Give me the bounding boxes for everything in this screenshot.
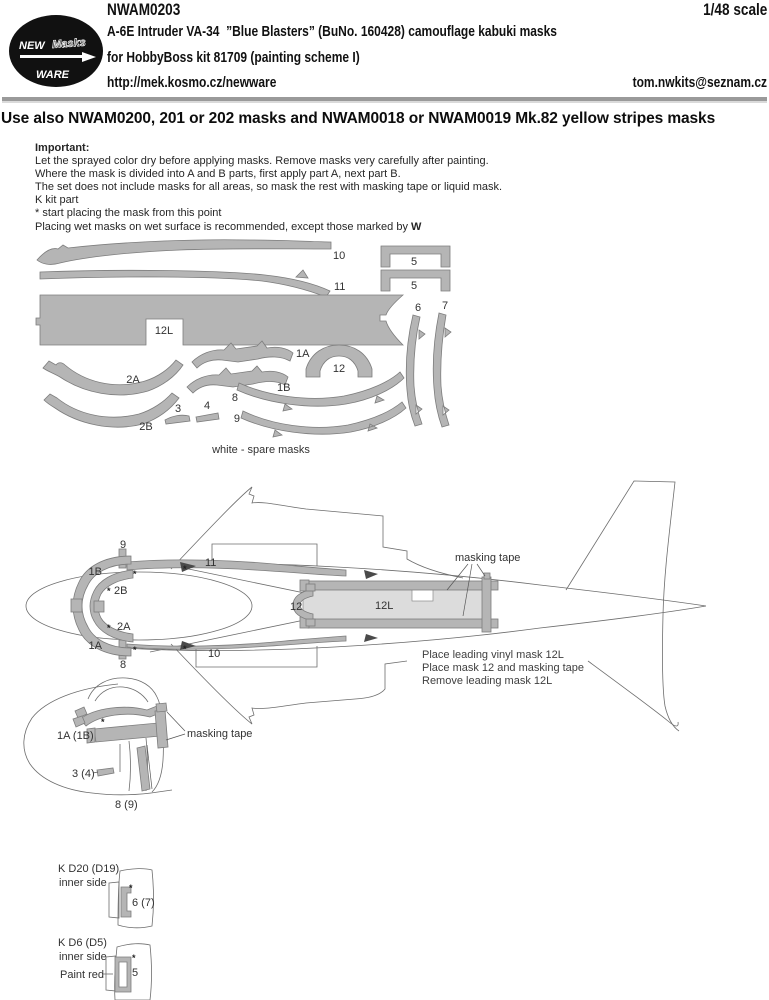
label-part-5b: 5 [410,280,418,292]
label-part-2B: 2B [139,421,153,433]
note-line: The set does not include masks for all areas, so mask the rest with masking tape or liquid mask. [35,181,503,194]
tape-strip-bottom [308,619,498,628]
step-3: Remove leading mask 12L [422,675,553,687]
note-line: * start placing the mask from this point [35,207,222,220]
label-part-8: 8 [119,659,127,671]
intake-lip-outline [109,882,119,918]
mask-part-10 [37,240,331,265]
applied-mask-3-4 [97,768,114,776]
radome-outline [26,572,252,640]
detail-view-2 [58,937,152,1000]
logo-word-masks: Masks [51,36,87,51]
start-mark: * [129,883,133,893]
start-mark: * [101,717,105,727]
tape-bar-vertical [155,710,168,748]
mask-part-6 [406,315,425,426]
label-part-6-7: 6 (7) [132,897,155,909]
applied-mask-1A-1B-side [80,706,160,726]
cockpit-line [129,741,131,791]
label-part-12L: 12L [154,325,174,337]
label-part-5a: 5 [410,256,418,268]
mask-tab [94,601,104,612]
application-steps [422,649,584,687]
mask-parts [36,240,451,437]
spare-masks-caption: white - spare masks [212,444,310,456]
tape-strip-top [308,581,498,590]
mask-part-7 [433,313,451,427]
label-part-11: 11 [205,557,217,569]
tape-tab [156,703,167,712]
important-notes [35,142,502,234]
scale-label: 1/48 scale [702,0,767,19]
masking-tape-label: masking tape [187,728,253,740]
inner-side-label: inner side [59,951,107,963]
label-part-9: 9 [233,413,240,425]
start-mark: * [183,564,187,574]
label-part-2B: 2B [114,585,128,597]
note-line: Let the sprayed color dry before applying masks. Remove masks very carefully after painting. [35,155,489,168]
label-part-8: 8 [231,392,238,404]
tape-wedge [364,570,378,579]
label-part-8-9: 8 (9) [115,799,138,811]
logo-word-ware: WARE [36,69,69,81]
label-part-1B: 1B [277,382,291,394]
label-part-1A-1B: 1A (1B) [57,730,94,742]
logo-word-new: NEW [19,40,45,52]
newware-logo [6,12,106,90]
mask-tab [71,599,82,612]
mask-part-2A [43,360,183,395]
kit-part-label: K D6 (D5) [58,937,107,949]
label-part-11: 11 [334,281,346,293]
kit-part-label: K D20 (D19) [58,863,120,875]
tape-wedge [364,634,378,642]
start-mark: * [183,644,187,654]
title-line-1: A-6E Intruder VA-34 ”Blue Blasters” (BuNo. 160428) camouflage kabuki masks [107,23,557,40]
mask-part-9 [241,402,406,437]
label-part-3: 3 [174,403,182,415]
header-divider [2,97,767,101]
stabilizer-outline [588,661,678,726]
mask-part-12L [36,295,403,345]
applied-mask-5 [115,957,131,992]
note-line: Where the mask is divided into A and B parts, first apply part A, next part B. [35,168,401,181]
applied-mask-10 [127,636,346,649]
mask-part-3 [165,415,190,424]
intake-detail-views [0,858,300,1000]
mask-part-4 [196,413,219,422]
label-part-4: 4 [203,400,211,412]
important-heading: Important: [35,142,90,154]
label-part-12: 12 [332,363,346,375]
title-line-2: for HobbyBoss kit 81709 (painting scheme I) [107,49,360,66]
note-line-wet: Placing wet masks on wet surface is recommended, except those marked by W [35,220,422,233]
applied-mask-12L [303,588,490,622]
detail-view-1 [58,863,155,928]
label-part-3-4: 3 (4) [72,768,95,780]
mask-part-11 [40,270,330,297]
inner-side-label: inner side [59,877,107,889]
tape-bar-vertical [482,577,491,632]
start-mark: * [133,645,137,655]
start-mark: * [133,569,137,579]
masking-tape-label: masking tape [455,552,521,564]
label-part-5: 5 [132,967,139,979]
mask-tab [306,619,315,626]
label-part-9: 9 [119,539,127,551]
mask-sheet-diagram [0,238,769,462]
start-mark: * [107,586,111,596]
tail-fin-outline [566,481,679,731]
step-1: Place leading vinyl mask 12L [422,649,564,661]
label-part-10: 10 [333,250,346,262]
step-2: Place mask 12 and masking tape [422,662,585,674]
paint-red-note: Paint red [60,969,105,981]
label-part-1B: 1B [88,566,102,578]
product-code: NWAM0203 [107,0,181,19]
label-part-6: 6 [414,302,422,314]
mask-part-2B [44,393,182,427]
label-part-2A: 2A [126,374,140,386]
label-part-1A: 1A [296,348,310,360]
label-part-12L: 12L [375,600,394,612]
windshield-inner-line [95,687,148,702]
note-line: K kit part [35,194,79,207]
mask-tab [306,584,315,591]
label-part-2A: 2A [117,621,131,633]
compatibility-notice: Use also NWAM0200, 201 or 202 masks and NWAM0018 or NWAM0019 Mk.82 yellow stripes masks [1,110,716,127]
applied-mask-11 [127,560,346,576]
start-mark: * [132,953,136,963]
masking-tape-pointer [477,564,485,576]
masking-tape-pointer [167,712,185,731]
label-part-12: 12 [290,601,303,613]
label-part-7: 7 [441,300,449,312]
masking-tape-pointer [166,734,185,740]
start-mark: * [107,623,111,633]
applied-masks [71,549,498,659]
label-part-1A: 1A [88,640,102,652]
website-url: http://mek.kosmo.cz/newware [107,74,277,91]
email-address: tom.nwkits@seznam.cz [632,74,767,91]
wet-mark: W [411,220,422,233]
label-part-10: 10 [208,648,221,660]
nose-side-view [0,672,400,818]
